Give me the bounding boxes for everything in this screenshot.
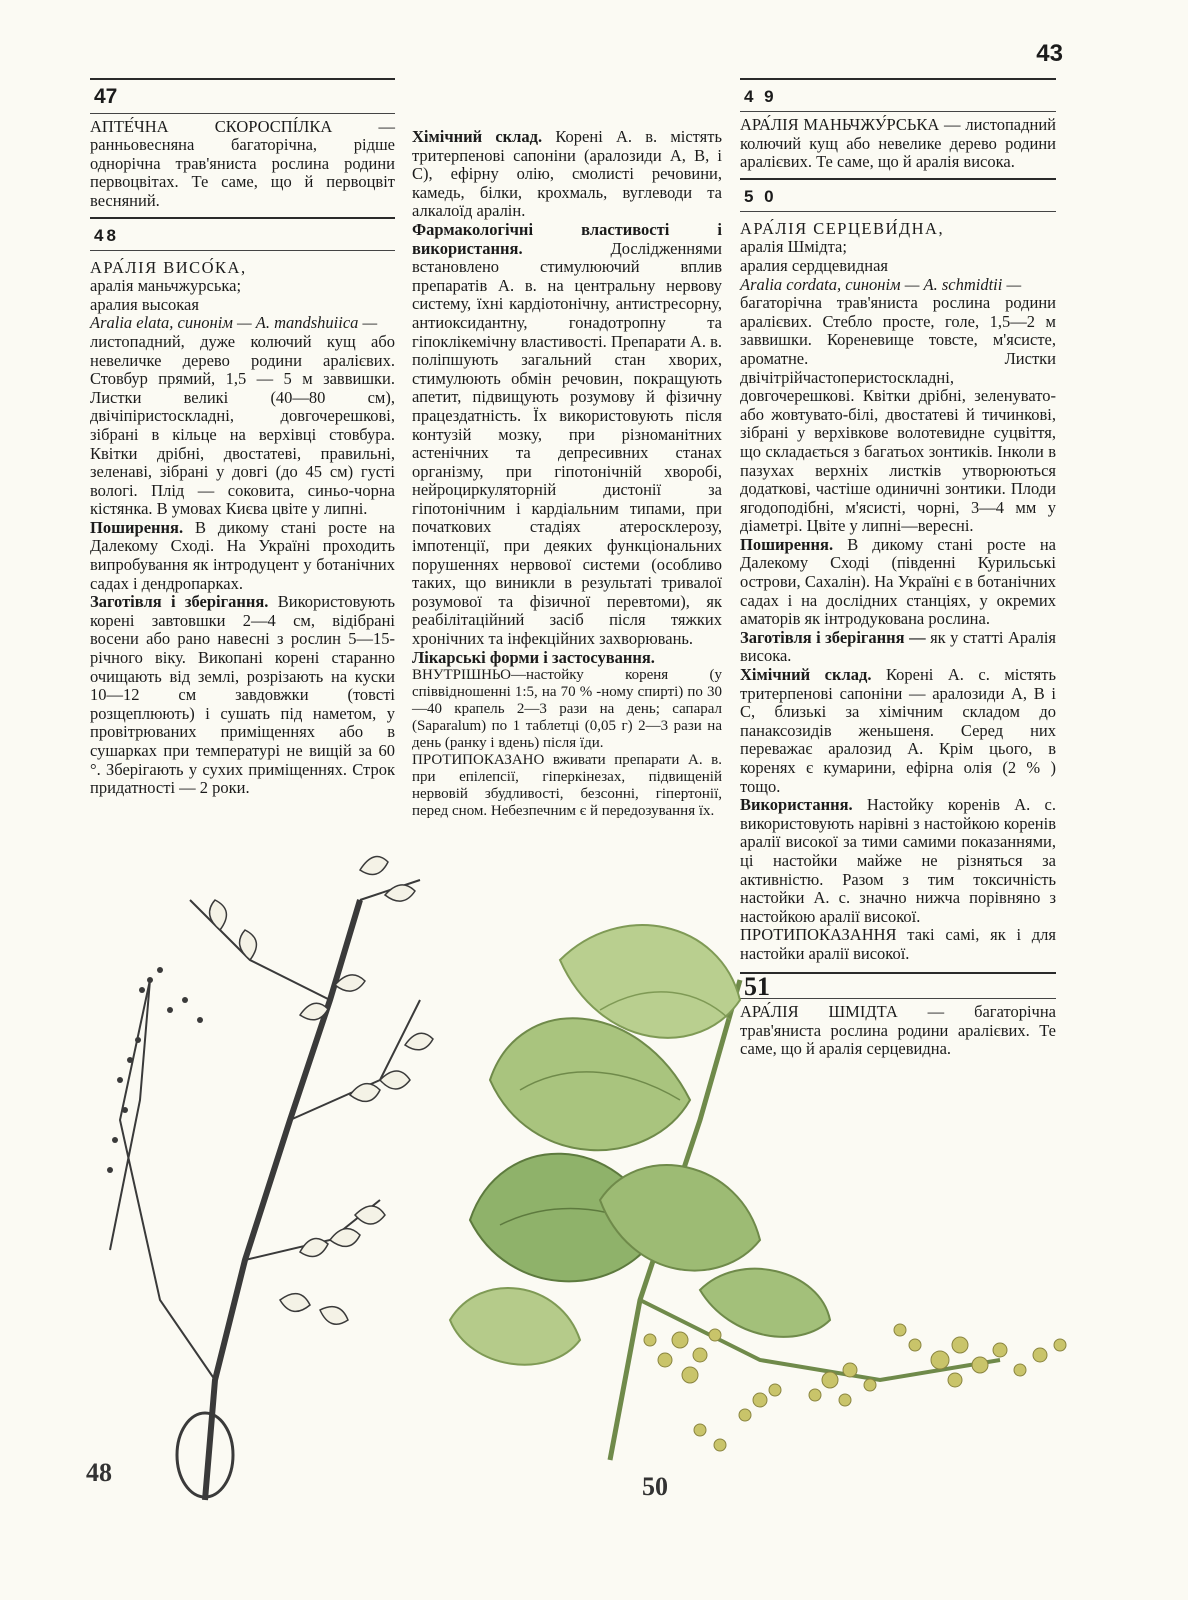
entry-48-harvest — [90, 593, 395, 798]
forms-label: Лікарські форми і застосування. — [412, 647, 655, 667]
page-number: 43 — [1036, 40, 1063, 67]
section-text: В дикому стані росте на Далекому Сході. На Україні проходить випробування як інтродуцент у ботанічних садах і дендропарках. — [90, 517, 396, 593]
section-label: Заготівля і зберігання — — [740, 627, 926, 647]
entry-48-synonym-1: аралія маньчжурська; — [90, 276, 242, 296]
figure-label-48: 48 — [86, 1458, 112, 1487]
column-3 — [740, 78, 1056, 1059]
entry-50-title: АРА́ЛІЯ СЕРЦЕВИ́ДНА, — [740, 218, 945, 238]
section-text: Використовують корені завтовшки 2—4 см, відібрані восени або рано навесні з рослин 5—15-річного віку. Викопані корені старанно очищають від землі, розрізають на куски 10—12 см завдовжки (товсті розщеплюють) і сушать під наметом, у провітрюваних приміщеннях або в сушарках при температурі не вищій за 60 °. Зберігають у сухих приміщеннях. Строк придатності — 2 роки. — [90, 592, 395, 798]
forms-text: ВНУТРІШНЬО—настойку кореня (у співвідношенні 1:5, на 70 % -ному спирті) по 30—40 крапель 2—3 рази на день; сапарал (Saparalum) по 1 таблетці (0,05 г) 2—3 рази на день (ранку і вдень) після їди. — [412, 667, 722, 752]
divider — [90, 113, 395, 114]
entry-50-latin: Aralia cordata, синонім — A. schmidtii — — [740, 274, 1022, 294]
section-text: В дикому стані росте на Далекому Сході (південні Курильські острови, Сахалін). На Україні є в ботанічних садах і на дослідних станціях, у окремих аматорів як інтродукована рослина. — [740, 534, 1056, 629]
column-2 — [412, 128, 722, 820]
entry-number-47: 47 — [94, 85, 118, 108]
entry-48-latin: Aralia elata, синонім — A. mandshuiica — — [90, 313, 378, 333]
entry-48-synonym-2: аралия высокая — [90, 294, 199, 314]
entry-50-synonym-2: аралия сердцевидная — [740, 255, 889, 275]
entry-50-description: багаторічна трав'яниста рослина родини аралієвих. Стебло просте, голе, 1,5—2 м заввишки. Кореневище товсте, м'ясисте, ароматне. Листки двічітрійчастоперистоскладні, довгочерешкові. Квітки дрібні, зеленувато- або жовтувато-білі, двостатеві й тичинкові, зібрані у верхівкове волотевидне суцвіття, що складається з багатьох зонтиків. Інколи в пазухах верхніх листків утворюються додаткові, частіше одиничні зонтики. Плоди ягодоподібні, м'ясисті, чорні, 3—4 мм у діаметрі. Цвіте у липні—вересні. — [740, 293, 1056, 536]
section-label: Поширення. — [90, 517, 184, 537]
section-text: Корені А. с. містять тритерпенові сапоніни — аралозиди А, В і С, близькі за хімічним складом до панаксозидів женьшеня. Серед них переважає аралозид А. Крім цього, в коренях є кумарини, ефірна олія (2 % ) тощо. — [740, 665, 1057, 796]
entry-48-description: листопадний, дуже колючий кущ або невеличке дерево родини аралієвих. Стовбур прямий, 1,5 — 5 м заввишки. Листки великі (40—80 см), двічіпіристоскладні, довгочерешкові, зібрані в кільце на верхівці стовбура. Квітки дрібні, двостатеві, правильні, зеленаві, зібрані у довгі (до 45 см) густі вологі. Плід — соковита, синьо-чорна кістянка. В умовах Києва цвіте у липні. — [90, 331, 395, 519]
entry-47-text: АПТЕ́ЧНА СКОРОСПІ́ЛКА — ранньовесняна багаторічна, рідше однорічна трав'яниста рослина родини первоцвітах. Те саме, що й первоцвіт весняний. — [90, 116, 395, 210]
section-text: Корені А. в. містять тритерпенові сапоніни (аралозиди А, В, і С), ефірну олію, смолисті речовини, камедь, білки, крохмаль, вуглеводи та алкалоїд аралін. — [412, 127, 722, 221]
entry-number-51: 51 — [744, 971, 770, 1001]
pharm-section — [412, 221, 722, 649]
entry-49-text: АРА́ЛІЯ МАНЬЧЖУ́РСЬКА — листопадний колючий кущ або невелике дерево родини аралієвих. Те саме, що й аралія висока. — [740, 115, 1056, 172]
divider — [740, 111, 1056, 112]
entry-51-text: АРА́ЛІЯ ШМІДТА — багаторічна трав'яниста рослина родини аралієвих. Те саме, що й аралія серцевидна. — [740, 1002, 1056, 1059]
section-text: Дослідженнями встановлено стимулюючий вплив препаратів А. в. на центральну нервову систему, їхні кардіотонічну, антистресорну, антиоксидантну, гонадотропну та гіпоклікемічну властивості. Препарати А. в. поліпшують загальний стан хворих, стимулюють обмін речовин, покращують апетит, підвищують розумову й фізичну працездатність. Їх використовують після контузій мозку, при різноманітних астенічних та депресивних станах організму, при гіпотонічній хворобі, нейроциркуляторній дистонії за гіпотонічним і кардіальним типами, при початкових стадіях атеросклерозу, імпотенції, при деяких функціональних порушеннях нервової системи (особливо таких, що виникли в результаті тривалої розумової та фізичної перевтоми), як реабілітаційний засіб після тяжких хронічних та інфекційних захворювань. — [412, 238, 722, 649]
section-label: Фармакологічні властивості і використання. — [412, 219, 722, 258]
entry-50-spread — [740, 536, 1056, 629]
entry-50-use — [740, 796, 1056, 926]
entry-number-49: 4 9 — [744, 87, 777, 106]
entry-50-synonym-1: аралія Шмідта; — [740, 237, 847, 257]
chem-section — [412, 128, 722, 221]
entry-50-contra: ПРОТИПОКАЗАННЯ такі самі, як і для настойки аралії високої. — [740, 925, 1056, 963]
section-label: Заготівля і зберігання. — [90, 592, 269, 612]
contraindications-text: ПРОТИПОКАЗАНО вживати препарати А. в. при епілепсії, гіперкінезах, підвищеній нервовій збудливості, безсонні, гіпертонії, перед сном. Небезпечним є й передозування їх. — [412, 752, 722, 820]
divider — [740, 998, 1056, 999]
section-text: Настойку коренів А. с. використовують нарівні з настойкою коренів аралії високої за тими самими показаннями, ці настойки майже не різняться за активністю. Разом з тим токсичність настойки А. с. значно нижча порівняно з настойкою аралії високої. — [740, 795, 1056, 926]
divider — [90, 250, 395, 251]
figure-label-50: 50 — [642, 1472, 668, 1501]
column-1 — [90, 78, 395, 798]
entry-48-title: АРА́ЛІЯ ВИСО́КА, — [90, 257, 247, 277]
entry-number-50: 5 0 — [744, 186, 777, 206]
section-label: Використання. — [740, 795, 853, 815]
entry-50-chem — [740, 666, 1056, 796]
divider — [740, 211, 1056, 212]
section-label: Поширення. — [740, 534, 834, 554]
section-label: Хімічний склад. — [740, 665, 872, 685]
section-label: Хімічний склад. — [412, 127, 543, 146]
section-text: як у статті Аралія висока. — [740, 627, 1057, 666]
entry-48-spread — [90, 519, 395, 593]
aralia-elata-drawing — [107, 857, 433, 1500]
entry-50-harvest — [740, 629, 1056, 666]
entry-number-48: 48 — [94, 225, 119, 245]
